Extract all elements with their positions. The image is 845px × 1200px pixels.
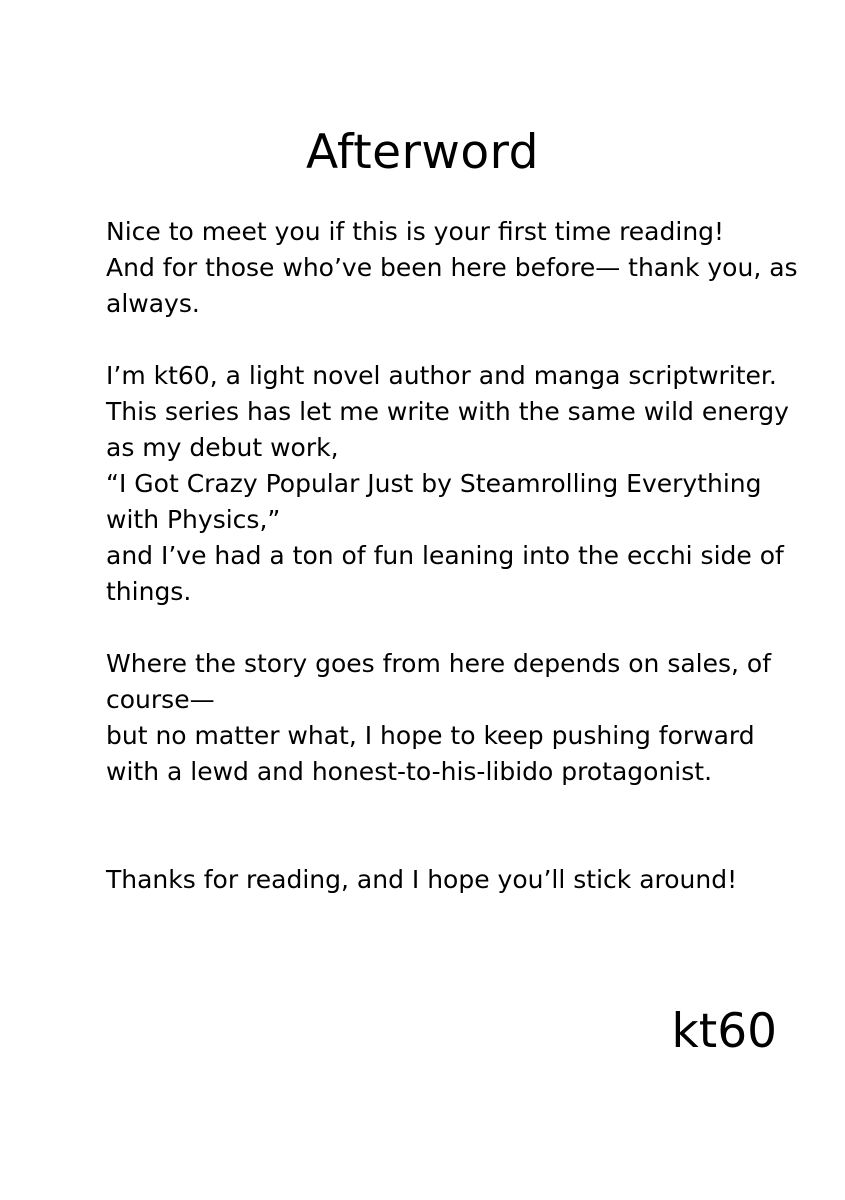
text-line: This series has let me write with the same wild energy bbox=[106, 397, 789, 426]
text-line: Thanks for reading, and I hope you’ll stick around! bbox=[106, 865, 738, 894]
text-line: Where the story goes from here depends on sales, of bbox=[106, 649, 772, 678]
text-line: Nice to meet you if this is your first time reading! bbox=[106, 217, 725, 246]
text-line: as my debut work, bbox=[106, 433, 339, 462]
paragraph-introduction bbox=[106, 358, 818, 610]
afterword-body bbox=[106, 214, 818, 898]
text-line: with Physics,” bbox=[106, 505, 281, 534]
page-title: Afterword bbox=[306, 125, 539, 181]
paragraph-spacer bbox=[106, 826, 818, 862]
text-line: And for those who’ve been here before— thank you, as bbox=[106, 253, 798, 282]
text-line: with a lewd and honest-to-his-libido protagonist. bbox=[106, 757, 713, 786]
paragraph-greeting bbox=[106, 214, 818, 322]
text-line: course— bbox=[106, 685, 215, 714]
text-line: but no matter what, I hope to keep pushing forward bbox=[106, 721, 755, 750]
paragraph-future bbox=[106, 646, 818, 790]
paragraph-closing bbox=[106, 862, 818, 898]
text-line: always. bbox=[106, 289, 200, 318]
text-line: I’m kt60, a light novel author and manga scriptwriter. bbox=[106, 361, 777, 390]
text-line: and I’ve had a ton of fun leaning into the ecchi side of bbox=[106, 541, 784, 570]
text-line: things. bbox=[106, 577, 192, 606]
author-signature: kt60 bbox=[671, 1004, 777, 1059]
text-line: “I Got Crazy Popular Just by Steamrolling Everything bbox=[106, 469, 762, 498]
